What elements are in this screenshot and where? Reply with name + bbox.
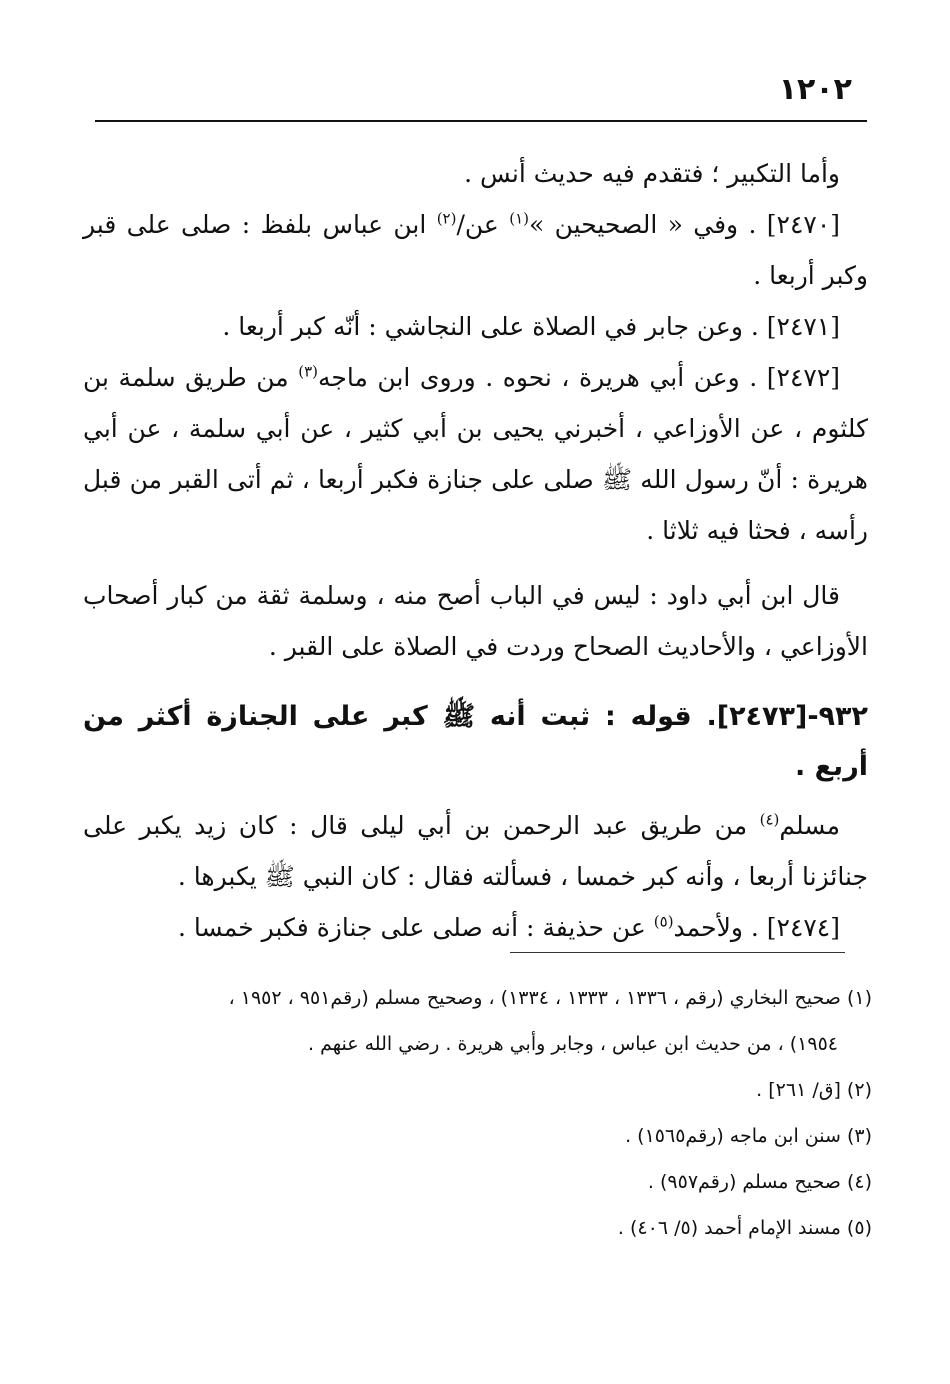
paragraph-2474-text-a: [٢٤٧٤] . ولأحمد (673, 913, 840, 942)
footnote-ref-2: (٢) (436, 209, 457, 228)
paragraph-2470-text-c: ابن عباس بلفظ : صلى على قبر وكبر أربعا . (83, 210, 868, 290)
footnote-3: (٣) سنن ابن ماجه (رقم١٥٦٥) . (625, 1125, 872, 1147)
paragraph-muslim-text-b: من طريق عبد الرحمن بن أبي ليلى قال : كان زيد يكبر على جنائزنا أربعا ، وأنه كبر خمسا ، فسألته فقال : كان النبي ﷺ يكبرها . (83, 811, 868, 891)
paragraph-2470 (83, 199, 868, 301)
footnote-2: (٢) [ق/ ٢٦١] . (756, 1079, 872, 1101)
paragraph-muslim-text-a: مسلم (779, 811, 840, 840)
paragraph-ibn-abi-dawud: قال ابن أبي داود : ليس في الباب أصح منه ، وسلمة ثقة من كبار أصحاب الأوزاعي ، والأحاديث الصحاح وردت في الصلاة على القبر . (83, 581, 868, 661)
page-number: ١٢٠٢ (778, 72, 852, 107)
paragraph-takbir: وأما التكبير ؛ فتقدم فيه حديث أنس . (464, 159, 840, 188)
footnote-ref-1: (١) (509, 209, 529, 228)
header-divider (95, 120, 867, 122)
paragraph-2472-text-a: [٢٤٧٢] . وعن أبي هريرة ، نحوه . وروى ابن ماجه (318, 363, 841, 392)
footnote-1: (١) صحيح البخاري (رقم ، ١٣٣٦ ، ١٣٣٣ ، ١٣٣٤) ، وصحيح مسلم (رقم٩٥١ ، ١٩٥٢ ، (228, 987, 872, 1009)
main-text (83, 148, 868, 953)
footnote-ref-3: (٣) (298, 362, 318, 381)
paragraph-2471: [٢٤٧١] . وعن جابر في الصلاة على النجاشي : أنّه كبر أربعا . (222, 312, 840, 341)
footnote-ref-4: (٤) (759, 810, 780, 829)
paragraph-2472 (83, 352, 868, 556)
paragraph-muslim (83, 800, 868, 902)
paragraph-2470-text-a: [٢٤٧٠] . وفي « الصحيحين » (528, 210, 841, 239)
paragraph-2470-text-b: عن/ (456, 210, 499, 239)
section-heading: ٩٣٢-[٢٤٧٣]. قوله : ثبت أنه ﷺ كبر على الجنازة أكثر من أربع . (83, 701, 868, 782)
paragraph-2472-text-b: من طريق سلمة بن كلثوم ، عن الأوزاعي ، أخبرني يحيى بن أبي كثير ، عن أبي سلمة ، عن أبي هريرة : أنّ رسول الله ﷺ صلى على جنازة فكبر أربعا ، ثم أتى القبر من قبل رأسه ، فحثا فيه ثلاثا . (83, 363, 868, 545)
paragraph-2474 (83, 902, 868, 953)
footnote-1-continued: ١٩٥٤) ، من حديث ابن عباس ، وجابر وأبي هريرة . رضي الله عنهم . (308, 1033, 838, 1055)
paragraph-2474-text-b: عن حذيفة : أنه صلى على جنازة فكبر خمسا . (178, 913, 646, 942)
footnote-ref-5: (٥) (653, 912, 674, 931)
footnotes (87, 975, 872, 1251)
footnote-divider (510, 952, 845, 953)
footnote-4: (٤) صحيح مسلم (رقم٩٥٧) . (647, 1171, 872, 1193)
footnote-5: (٥) مسند الإمام أحمد (٥/ ٤٠٦) . (617, 1217, 872, 1239)
